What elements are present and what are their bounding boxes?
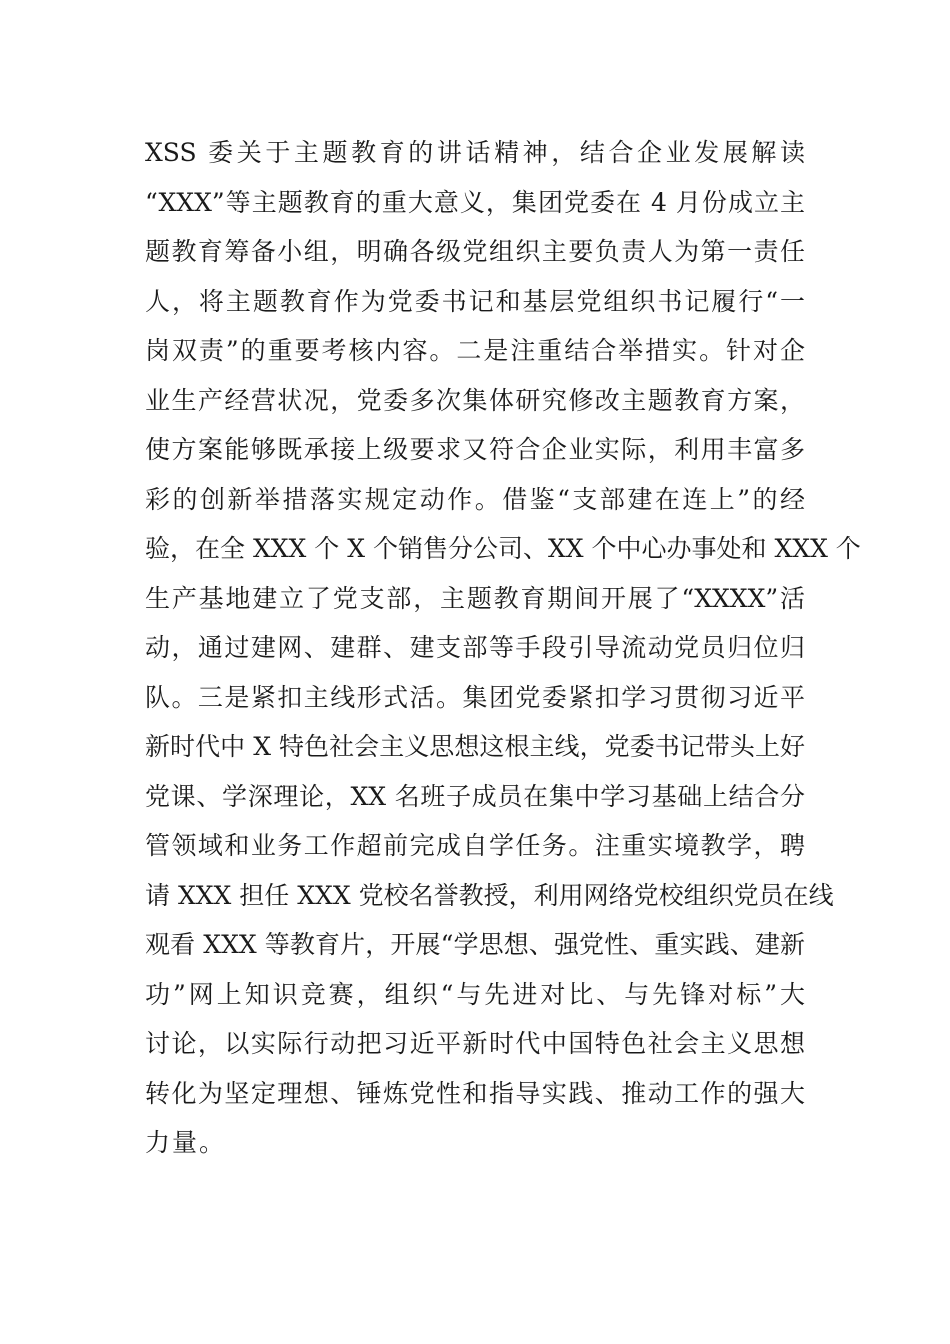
- paragraph-line: 验，在全 XXX 个 X 个销售分公司、XX 个中心办事处和 XXX 个: [145, 534, 861, 563]
- paragraph-line: 业生产经营状况，党委多次集体研究修改主题教育方案，: [145, 385, 805, 415]
- paragraph-line: 动，通过建网、建群、建支部等手段引导流动党员归位归: [145, 633, 805, 662]
- paragraph-line: “XXX”等主题教育的重大意义，集团党委在 4 月份成立主: [145, 187, 805, 217]
- paragraph-line: 观看 XXX 等教育片，开展“学思想、强党性、重实践、建新: [145, 930, 805, 959]
- paragraph-line: 人，将主题教育作为党委书记和基层党组织书记履行“一: [145, 286, 805, 316]
- paragraph-line: 题教育筹备小组，明确各级党组织主要负责人为第一责任: [145, 237, 805, 266]
- paragraph-line: 新时代中 X 特色社会主义思想这根主线，党委书记带头上好: [145, 732, 805, 761]
- paragraph-line: 转化为坚定理想、锤炼党性和指导实践、推动工作的强大: [145, 1078, 805, 1108]
- paragraph-line: 力量。: [145, 1128, 227, 1157]
- paragraph-line: 队。三是紧扣主线形式活。集团党委紧扣学习贯彻习近平: [145, 682, 805, 712]
- paragraph-line: 请 XXX 担任 XXX 党校名誉教授，利用网络党校组织党员在线: [145, 880, 834, 910]
- paragraph-line: 使方案能够既承接上级要求又符合企业实际，利用丰富多: [145, 435, 805, 464]
- paragraph-line: 岗双责”的重要考核内容。二是注重结合举措实。针对企: [145, 336, 805, 365]
- paragraph-line: 讨论，以实际行动把习近平新时代中国特色社会主义思想: [145, 1029, 805, 1058]
- paragraph-line: 生产基地建立了党支部，主题教育期间开展了“XXXX”活: [145, 583, 805, 613]
- paragraph-line: 彩的创新举措落实规定动作。借鉴“支部建在连上”的经: [145, 484, 805, 514]
- paragraph-line: 管领域和业务工作超前完成自学任务。注重实境教学，聘: [145, 831, 805, 860]
- body-paragraph: [145, 128, 861, 1168]
- paragraph-line: XSS 委关于主题教育的讲话精神，结合企业发展解读: [145, 138, 805, 167]
- paragraph-line: 功”网上知识竞赛，组织“与先进对比、与先锋对标”大: [145, 979, 805, 1009]
- paragraph-line: 党课、学深理论，XX 名班子成员在集中学习基础上结合分: [145, 781, 805, 811]
